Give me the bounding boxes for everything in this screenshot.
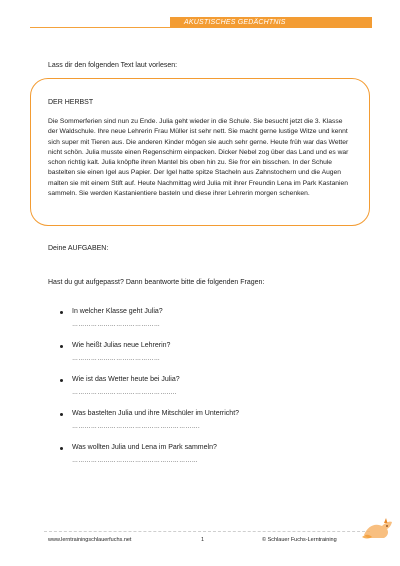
bullet-icon [60, 379, 63, 382]
answer-line[interactable]: …………………………………………………… [72, 458, 198, 464]
question-text: Wie ist das Wetter heute bei Julia? [72, 376, 180, 383]
page-number: 1 [201, 537, 205, 543]
answer-line[interactable]: ………………………………………….. [72, 390, 177, 396]
fox-icon [360, 513, 394, 541]
intro-text: Lass dir den folgenden Text laut vorlesen: [48, 62, 178, 69]
bullet-icon [60, 447, 63, 450]
question-text: Was wollten Julia und Lena im Park sammeln? [72, 444, 217, 451]
answer-line[interactable]: ……………………………………………………. [72, 424, 200, 430]
bullet-icon [60, 311, 63, 314]
bullet-icon [60, 413, 63, 416]
footer-website-link[interactable]: www.lerntrainingschlauerfuchs.net [48, 537, 132, 543]
question-text: Was bastelten Julia und ihre Mitschüler im Unterricht? [72, 410, 240, 417]
answer-line[interactable]: …………………………………… [72, 356, 161, 362]
story-title: DER HERBST [48, 99, 94, 106]
question-text: In welcher Klasse geht Julia? [72, 308, 163, 315]
story-box [30, 78, 370, 226]
tasks-instructions: Hast du gut aufgepasst? Dann beantworte bitte die folgenden Fragen: [48, 279, 265, 286]
answer-line[interactable]: …………………………………… [72, 322, 161, 328]
question-text: Wie heißt Julias neue Lehrerin? [72, 342, 171, 349]
footer-rule [44, 531, 370, 532]
tasks-heading: Deine AUFGABEN: [48, 245, 109, 252]
story-text: Die Sommerferien sind nun zu Ende. Julia geht wieder in die Schule. Sie besucht jetzt die 3. Klasse der Waldschule. Ihre neue Lehrerin Frau Müller ist sehr nett. Sie macht gerne lustige Witze und kennt sich super mit Tieren aus. Die anderen Kinder mögen sie auch sehr gerne. Heute früh war das Wetter nicht schön. Julia musste einen Regenschirm einpacken. Dicker Nebel zog über das Land und es war schon richtig kalt. Julia knöpfte ihren Mantel bis oben hin zu. Sie fror ein bisschen. In der Schule bastelten sie einen Igel aus Papier. Der Igel hatte spitze Stacheln aus Zahnstochern und die Augen malten sie mit einem Stift auf. Heute Nachmittag wird Julia mit ihrer Freundin Lena im Park Kastanien sammeln. Sie werden Kastanientiere basteln und diese ihrer Lehrerin morgen schenken. [48, 118, 349, 198]
footer-copyright: © Schlauer Fuchs-Lerntraining [262, 537, 337, 543]
bullet-icon [60, 345, 63, 348]
header-title: AKUSTISCHES GEDÄCHTNIS [170, 17, 372, 28]
